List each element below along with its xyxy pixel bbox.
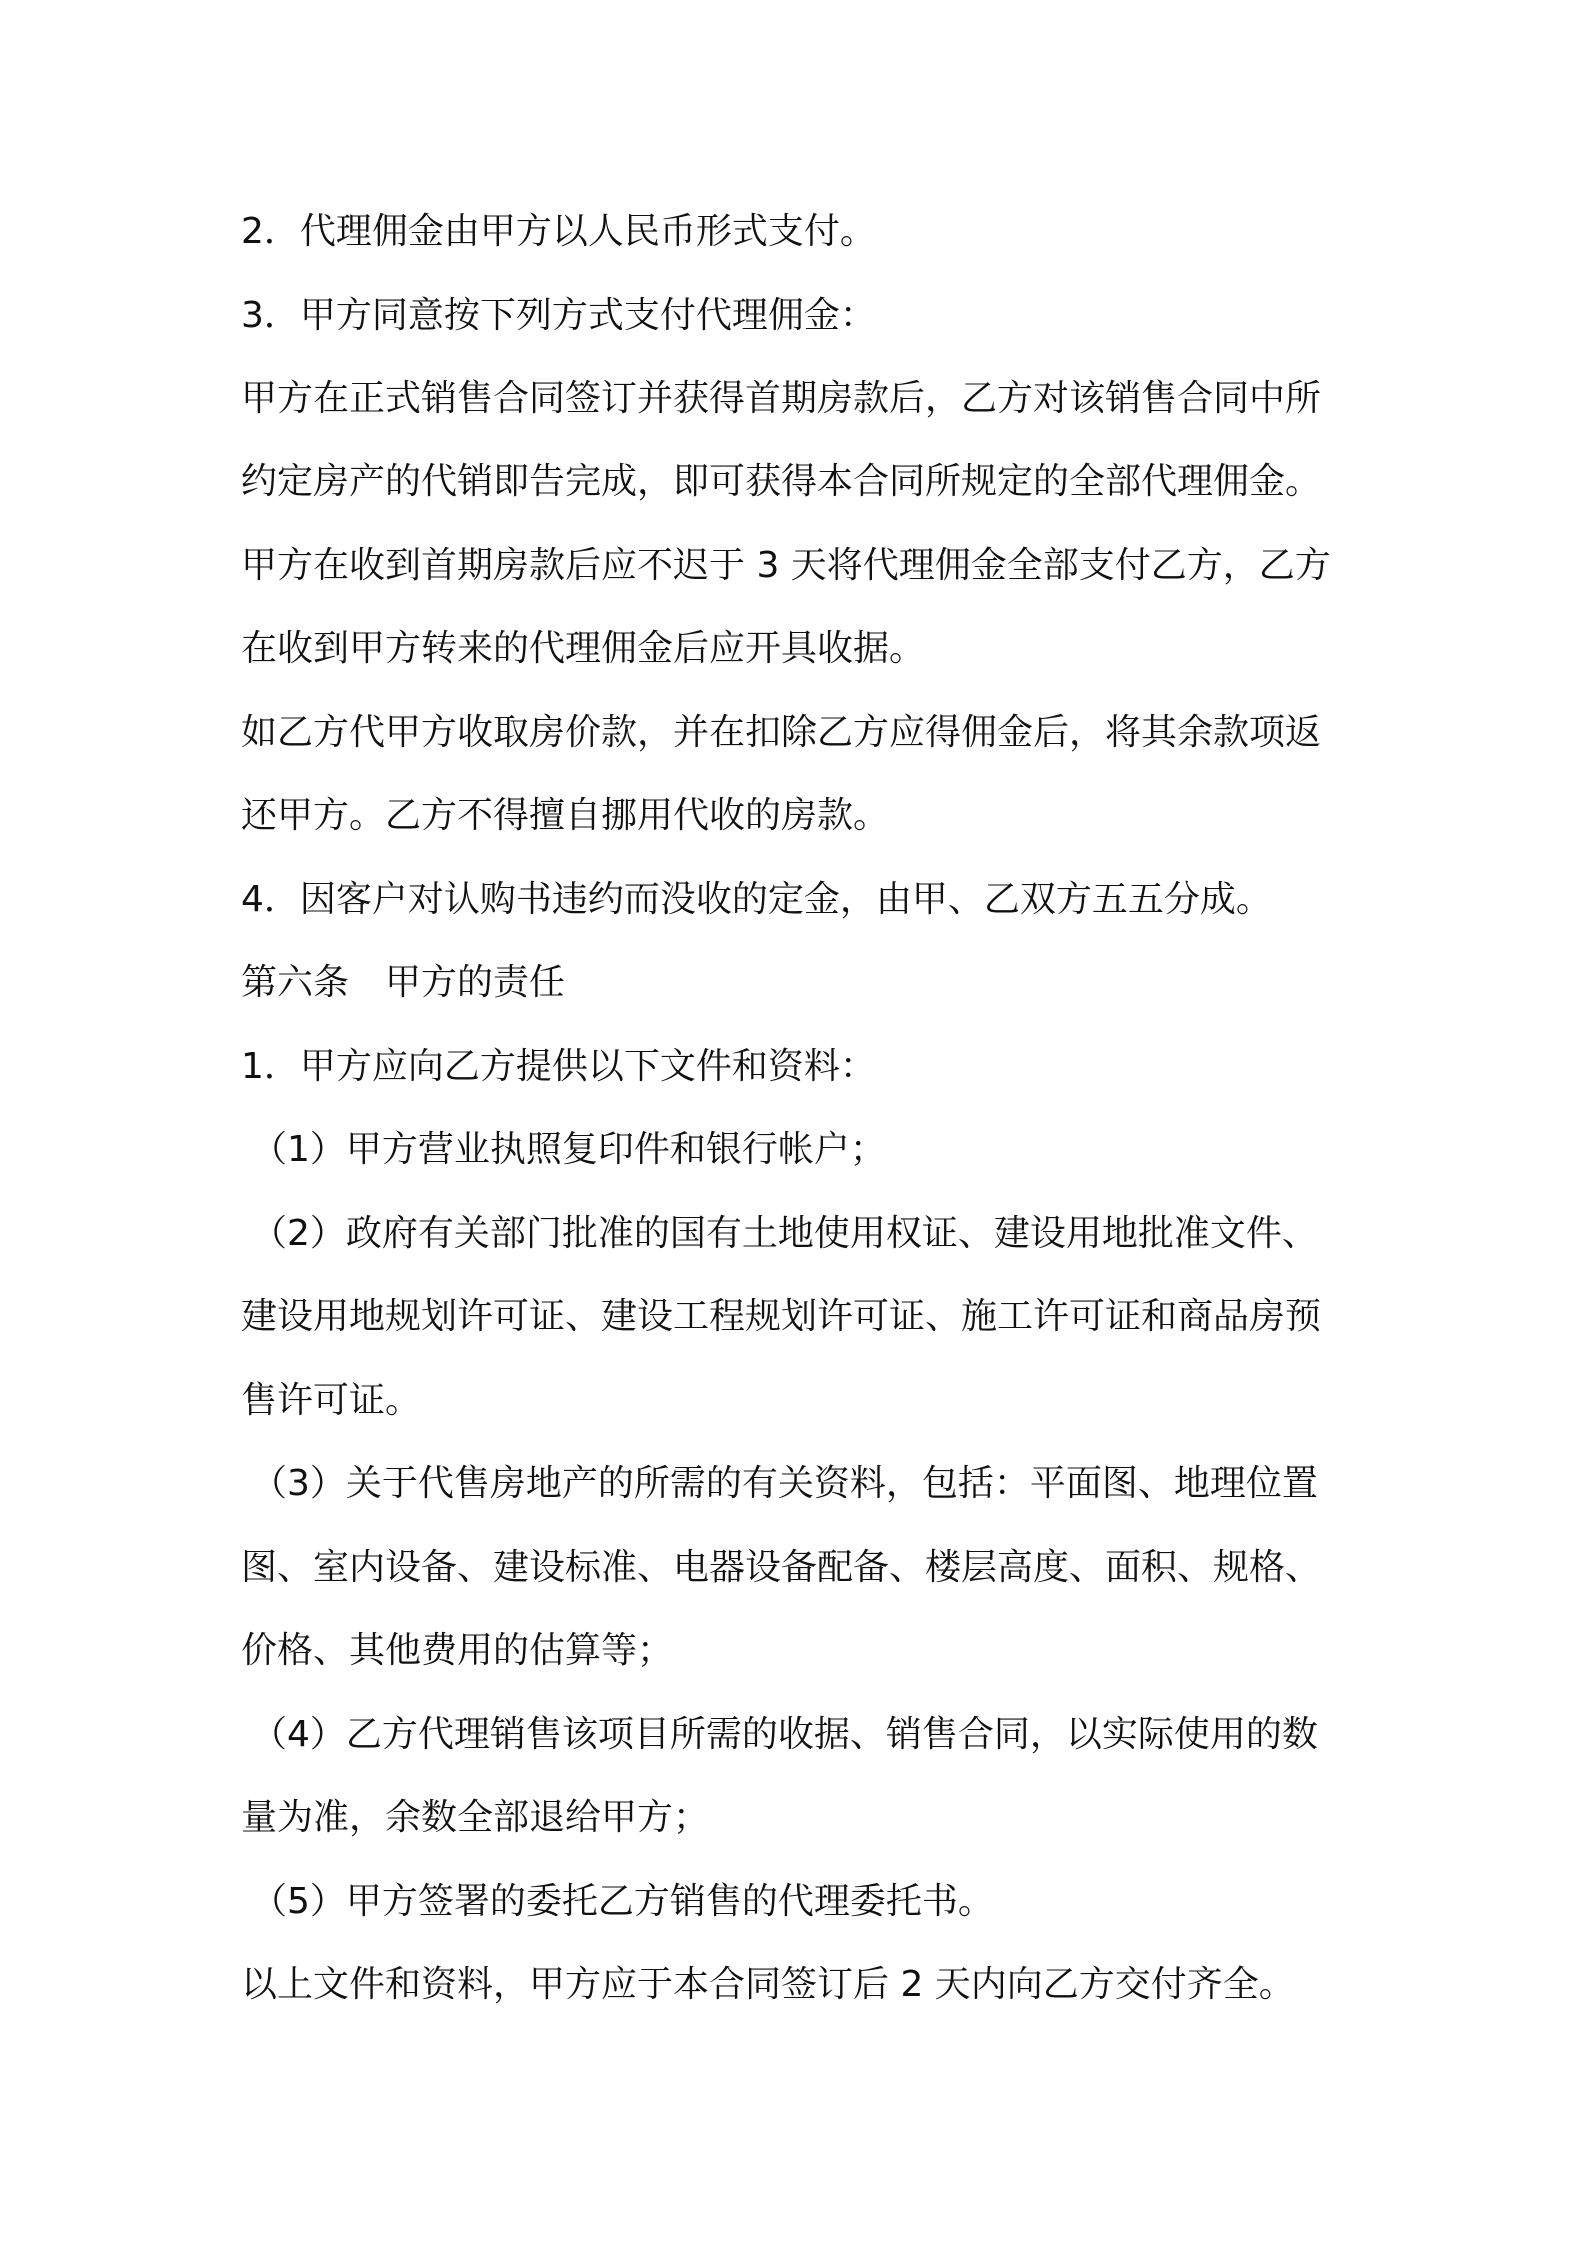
list-item-3: （3）关于代售房地产的所需的有关资料，包括：平面图、地理位置: [251, 1463, 1318, 1504]
clause-4-deposit: 4．因客户对认购书违约而没收的定金，由甲、乙双方五五分成。: [241, 879, 1272, 920]
paragraph-line: 如乙方代甲方收取房价款，并在扣除乙方应得佣金后，将其余款项返: [241, 712, 1322, 753]
paragraph-line: 售许可证。: [241, 1380, 422, 1421]
list-item-5: （5）甲方签署的委托乙方销售的代理委托书。: [251, 1881, 994, 1922]
paragraph-line: 价格、其他费用的估算等；: [241, 1630, 674, 1671]
paragraph-line: 图、室内设备、建设标准、电器设备配备、楼层高度、面积、规格、: [241, 1547, 1322, 1588]
paragraph-line: 量为准，余数全部退给甲方；: [241, 1797, 710, 1838]
paragraph-line: 建设用地规划许可证、建设工程规划许可证、施工许可证和商品房预: [241, 1296, 1322, 1337]
clause-2-payment-currency: 2．代理佣金由甲方以人民币形式支付。: [241, 211, 876, 252]
clause-3-payment-method: 3．甲方同意按下列方式支付代理佣金：: [241, 295, 876, 336]
list-item-1: （1）甲方营业执照复印件和银行帐户；: [251, 1129, 886, 1170]
article-6-clause-1: 1．甲方应向乙方提供以下文件和资料：: [241, 1046, 876, 1087]
paragraph-line: 在收到甲方转来的代理佣金后应开具收据。: [241, 628, 926, 669]
closing-paragraph: 以上文件和资料，甲方应于本合同签订后 2 天内向乙方交付齐全。: [241, 1964, 1295, 2005]
article-6-heading: 第六条 甲方的责任: [241, 962, 566, 1003]
paragraph-line: 甲方在收到首期房款后应不迟于 3 天将代理佣金全部支付乙方，乙方: [241, 545, 1331, 586]
paragraph-line: 还甲方。乙方不得擅自挪用代收的房款。: [241, 795, 890, 836]
paragraph-line: 约定房产的代销即告完成，即可获得本合同所规定的全部代理佣金。: [241, 461, 1322, 502]
list-item-2: （2）政府有关部门批准的国有土地使用权证、建设用地批准文件、: [251, 1213, 1318, 1254]
paragraph-line: 甲方在正式销售合同签订并获得首期房款后，乙方对该销售合同中所: [241, 378, 1322, 419]
list-item-4: （4）乙方代理销售该项目所需的收据、销售合同，以实际使用的数: [251, 1714, 1318, 1755]
